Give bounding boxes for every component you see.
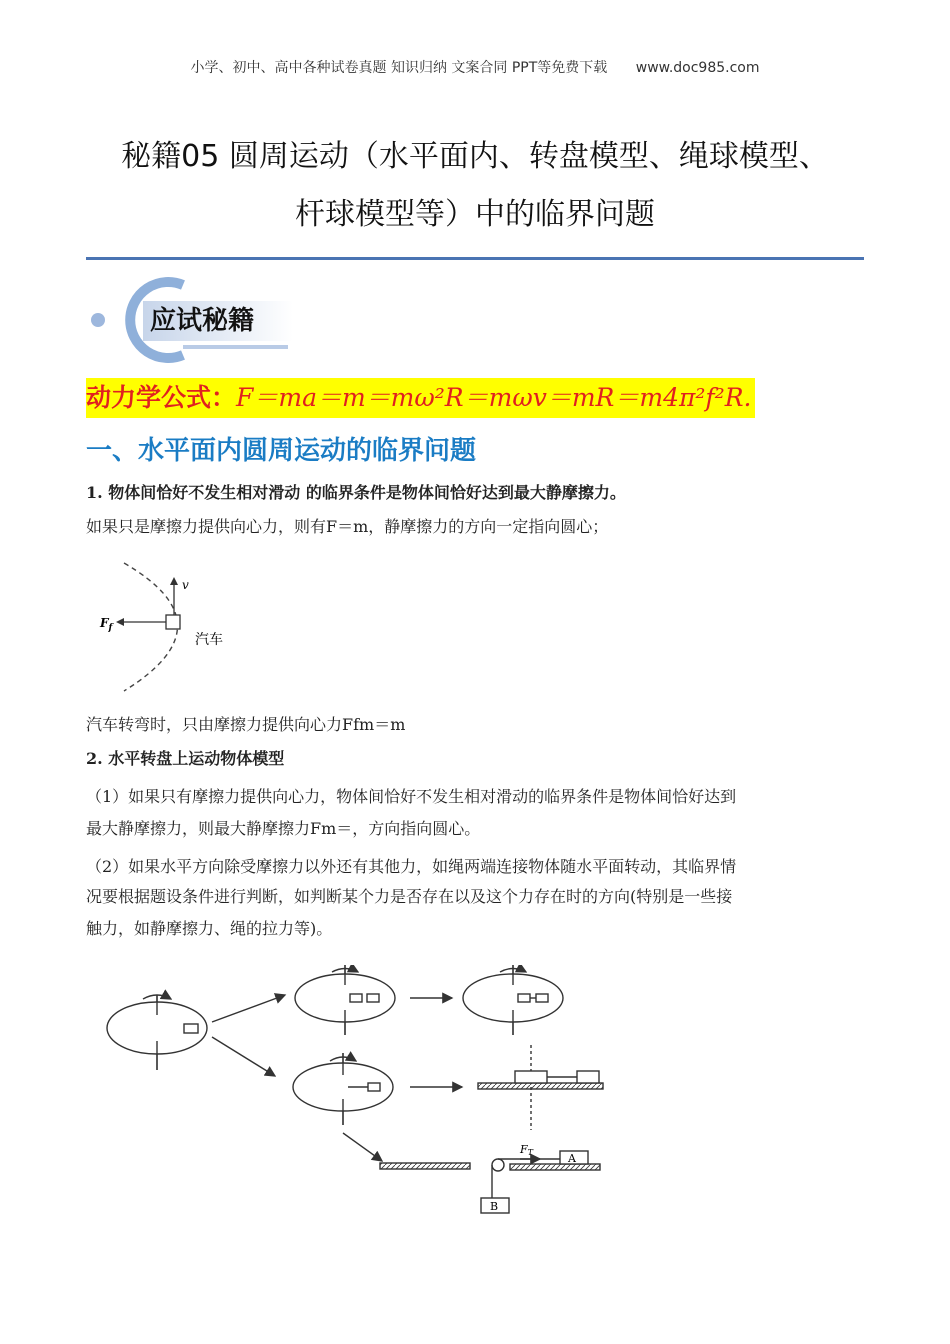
item2-p1-line1: （1）如果只有摩擦力提供向心力，物体间恰好不发生相对滑动的临界条件是物体间恰好达到 (86, 787, 737, 806)
car-label: 汽车 (195, 632, 223, 648)
item2-p2-line3: 触力，如静摩擦力、绳的拉力等)。 (86, 919, 333, 938)
title-line-2: 杆球模型等）中的临界问题 (295, 197, 655, 232)
formula-expression: F＝ma＝m＝mω²R＝mωv＝mR＝m4π²f²R. (236, 383, 752, 412)
formula-label: 动力学公式： (86, 383, 237, 412)
car-box (166, 615, 180, 629)
svg-text:FT (519, 1143, 534, 1157)
banner-dot-icon (91, 313, 105, 327)
tension-sub: T (527, 1148, 533, 1157)
item2-p2-line2: 况要根据题设条件进行判断，如判断某个力是否存在以及这个力存在时的方向(特别是一些接 (86, 887, 733, 906)
formula-line (86, 378, 755, 418)
item2-p1-line2: 最大静摩擦力，则最大静摩擦力Fm＝，方向指向圆心。 (86, 819, 481, 838)
header-text: 小学、初中、高中各种试卷真题 知识归纳 文案合同 PPT等免费下载 (190, 60, 608, 76)
item2-p2-line1: （2）如果水平方向除受摩擦力以外还有其他力，如绳两端连接物体随水平面转动，其临界情 (86, 857, 737, 876)
svg-text:Ff (99, 616, 115, 633)
header-site[interactable]: www.doc985.com (635, 60, 760, 76)
friction-sub: f (108, 623, 113, 633)
velocity-label: v (182, 578, 189, 592)
tension-label: F (520, 1143, 528, 1156)
friction-label: F (100, 616, 109, 630)
page-title (60, 128, 890, 244)
item1-text: 如果只是摩擦力提供向心力，则有F＝m，静摩擦力的方向一定指向圆心； (86, 517, 609, 536)
car-turn-figure (96, 555, 256, 697)
turntable-figure (100, 965, 610, 1220)
item1-caption: 汽车转弯时，只由摩擦力提供向心力Ffm＝m (86, 715, 406, 734)
friction-arrow-icon (116, 618, 124, 626)
page-header (0, 57, 950, 77)
block-a-label: A (568, 1152, 576, 1165)
item1-heading: 1. 物体间恰好不发生相对滑动 的临界条件是物体间恰好达到最大静摩擦力。 (86, 483, 626, 502)
section-heading: 一、水平面内圆周运动的临界问题 (86, 436, 477, 466)
title-divider (86, 257, 864, 260)
item2-heading: 2. 水平转盘上运动物体模型 (86, 749, 285, 768)
title-line-1: 秘籍05 圆周运动（水平面内、转盘模型、绳球模型、 (121, 139, 829, 174)
block-b-label: B (490, 1200, 499, 1213)
velocity-arrow-icon (170, 577, 178, 585)
banner-label: 应试秘籍 (150, 306, 255, 336)
